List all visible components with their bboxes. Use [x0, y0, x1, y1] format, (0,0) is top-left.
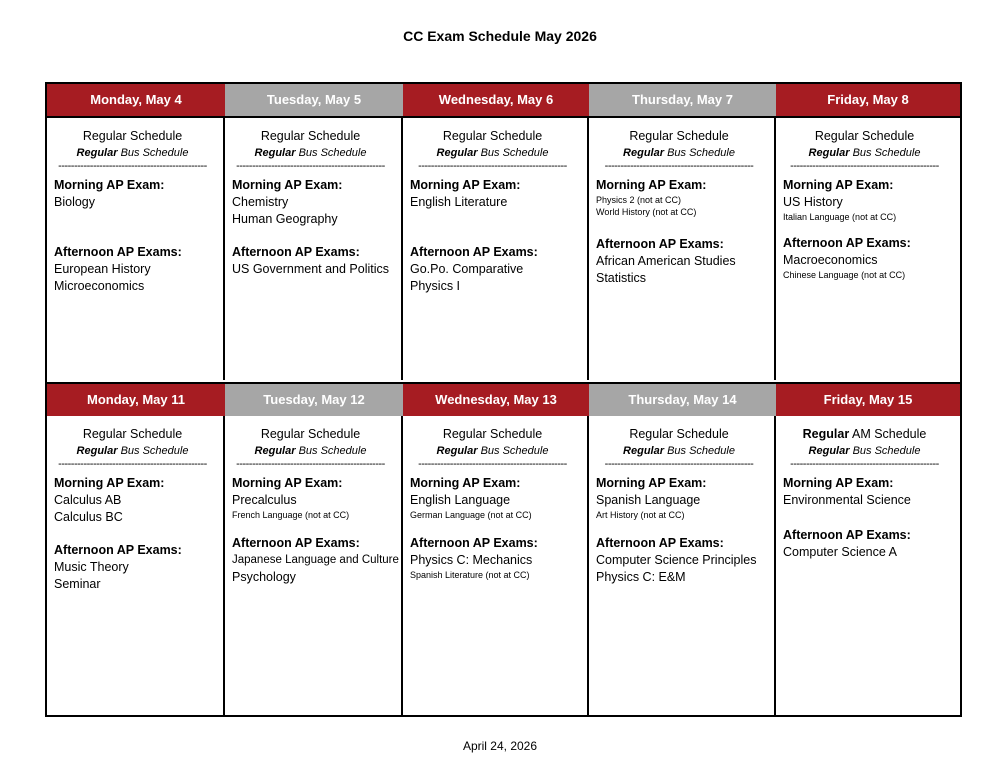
bus-schedule: Regular Bus Schedule — [254, 147, 367, 159]
exam-computer-science-a: Computer Science A — [783, 545, 897, 559]
day-header-thu-may-7: Thursday, May 7 — [589, 84, 776, 116]
day-header-fri-may-15: Friday, May 15 — [776, 384, 960, 416]
exam-spanish-literature-not-at-cc: Spanish Literature (not at CC) — [410, 570, 530, 580]
afternoon-label: Afternoon AP Exams: — [232, 536, 360, 550]
morning-label: Morning AP Exam: — [410, 178, 521, 192]
exam-seminar: Seminar — [54, 577, 101, 591]
morning-label: Morning AP Exam: — [410, 476, 521, 490]
bus-schedule: Regular Bus Schedule — [76, 445, 189, 457]
day-cell-fri-may-8 — [776, 118, 960, 380]
morning-label: Morning AP Exam: — [596, 476, 707, 490]
exam-english-literature: English Literature — [410, 195, 508, 209]
schedule-type: Regular Schedule — [260, 427, 361, 441]
exam-art-history-not-at-cc: Art History (not at CC) — [596, 510, 685, 520]
schedule-type: Regular Schedule — [82, 427, 183, 441]
day-header-thu-may-14: Thursday, May 14 — [589, 384, 776, 416]
dashed-separator: ----------------------------------------------- — [604, 162, 754, 171]
dashed-separator: ----------------------------------------------- — [790, 162, 939, 171]
morning-label: Morning AP Exam: — [232, 178, 343, 192]
exam-german-language-not-at-cc: German Language (not at CC) — [410, 510, 532, 520]
exam-physics-2-not-at-cc: Physics 2 (not at CC) — [596, 195, 682, 205]
day-header-mon-may-4: Monday, May 4 — [47, 84, 225, 116]
dashed-separator: ----------------------------------------------- — [604, 460, 754, 469]
day-cell-mon-may-11 — [47, 416, 225, 715]
day-cell-fri-may-15 — [776, 416, 960, 715]
exam-music-theory: Music Theory — [54, 560, 129, 574]
dashed-separator: ----------------------------------------------- — [418, 460, 567, 469]
dashed-separator: ----------------------------------------------- — [418, 162, 567, 171]
afternoon-label: Afternoon AP Exams: — [410, 536, 538, 550]
afternoon-label: Afternoon AP Exams: — [596, 536, 724, 550]
exam-calculus-bc: Calculus BC — [54, 510, 123, 524]
exam-computer-science-principles: Computer Science Principles — [596, 553, 757, 567]
exam-physics-1: Physics I — [410, 279, 461, 293]
column-divider — [587, 416, 589, 715]
exam-physics-c-em: Physics C: E&M — [596, 570, 686, 584]
schedule-type: Regular Schedule — [629, 427, 729, 441]
schedule-type: Regular Schedule — [814, 129, 915, 143]
morning-label: Morning AP Exam: — [783, 178, 894, 192]
exam-calculus-ab: Calculus AB — [54, 493, 122, 507]
exam-physics-c-mechanics: Physics C: Mechanics — [410, 553, 533, 567]
exam-spanish-language: Spanish Language — [596, 493, 701, 507]
afternoon-label: Afternoon AP Exams: — [54, 245, 182, 259]
column-divider — [774, 416, 776, 715]
bus-schedule: Regular Bus Schedule — [623, 445, 735, 457]
bus-schedule: Regular Bus Schedule — [436, 147, 549, 159]
column-divider — [587, 118, 589, 380]
dashed-separator: ----------------------------------------------- — [236, 162, 385, 171]
exam-english-language: English Language — [410, 493, 511, 507]
column-divider — [774, 118, 776, 380]
exam-chemistry: Chemistry — [232, 195, 289, 209]
exam-psychology: Psychology — [232, 570, 296, 584]
exam-statistics: Statistics — [596, 271, 647, 285]
morning-label: Morning AP Exam: — [54, 476, 165, 490]
bus-schedule: Regular Bus Schedule — [254, 445, 367, 457]
day-cell-wed-may-6 — [403, 118, 589, 380]
exam-italian-language-not-at-cc: Italian Language (not at CC) — [783, 212, 897, 222]
afternoon-label: Afternoon AP Exams: — [783, 528, 911, 542]
schedule-type: Regular Schedule — [260, 129, 361, 143]
dashed-separator: ----------------------------------------------- — [58, 162, 207, 171]
exam-african-american-studies: African American Studies — [596, 254, 736, 268]
bus-schedule: Regular Bus Schedule — [76, 147, 189, 159]
exam-precalculus: Precalculus — [232, 493, 297, 507]
morning-label: Morning AP Exam: — [783, 476, 894, 490]
afternoon-label: Afternoon AP Exams: — [232, 245, 360, 259]
page-title: CC Exam Schedule May 2026 — [403, 28, 597, 44]
schedule-type: Regular AM Schedule — [802, 427, 927, 441]
exam-chinese-language-not-at-cc: Chinese Language (not at CC) — [783, 270, 906, 280]
column-divider — [401, 416, 403, 715]
bus-schedule: Regular Bus Schedule — [623, 147, 735, 159]
exam-us-government: US Government and Politics — [232, 262, 390, 276]
exam-gopo-comparative: Go.Po. Comparative — [410, 262, 524, 276]
morning-label: Morning AP Exam: — [232, 476, 343, 490]
schedule-type: Regular Schedule — [442, 129, 543, 143]
column-divider — [223, 416, 225, 715]
day-cell-tue-may-12 — [225, 416, 403, 715]
column-divider — [401, 118, 403, 380]
afternoon-label: Afternoon AP Exams: — [783, 236, 911, 250]
morning-label: Morning AP Exam: — [596, 178, 707, 192]
day-cell-thu-may-7 — [589, 118, 776, 380]
day-header-mon-may-11: Monday, May 11 — [47, 384, 225, 416]
day-cell-mon-may-4 — [47, 118, 225, 380]
day-header-tue-may-12: Tuesday, May 12 — [225, 384, 403, 416]
week-2-header-row — [47, 382, 960, 416]
morning-label: Morning AP Exam: — [54, 178, 165, 192]
exam-human-geography: Human Geography — [232, 212, 338, 226]
week-2 — [47, 382, 960, 715]
afternoon-label: Afternoon AP Exams: — [54, 543, 182, 557]
exam-biology: Biology — [54, 195, 95, 209]
exam-world-history-not-at-cc: World History (not at CC) — [596, 207, 697, 217]
dashed-separator: ----------------------------------------------- — [790, 460, 939, 469]
schedule-type: Regular Schedule — [442, 427, 543, 441]
day-header-wed-may-6: Wednesday, May 6 — [403, 84, 589, 116]
dashed-separator: ----------------------------------------------- — [236, 460, 385, 469]
bus-schedule: Regular Bus Schedule — [436, 445, 549, 457]
exam-european-history: European History — [54, 262, 151, 276]
afternoon-label: Afternoon AP Exams: — [596, 237, 724, 251]
day-header-tue-may-5: Tuesday, May 5 — [225, 84, 403, 116]
exam-french-language-not-at-cc: French Language (not at CC) — [232, 510, 350, 520]
dashed-separator: ----------------------------------------------- — [58, 460, 207, 469]
afternoon-label: Afternoon AP Exams: — [410, 245, 538, 259]
day-header-wed-may-13: Wednesday, May 13 — [403, 384, 589, 416]
exam-us-history: US History — [783, 195, 843, 209]
exam-microeconomics: Microeconomics — [54, 279, 145, 293]
day-cell-tue-may-5 — [225, 118, 403, 380]
week-1-header-row — [47, 84, 960, 118]
week-1 — [47, 84, 960, 380]
bus-schedule: Regular Bus Schedule — [808, 445, 921, 457]
day-cell-wed-may-13 — [403, 416, 589, 715]
footer-date: April 24, 2026 — [462, 739, 538, 753]
day-header-fri-may-8: Friday, May 8 — [776, 84, 960, 116]
exam-japanese-language: Japanese Language and Culture — [232, 554, 399, 566]
schedule-type: Regular Schedule — [629, 129, 729, 143]
exam-macroeconomics: Macroeconomics — [783, 253, 878, 267]
bus-schedule: Regular Bus Schedule — [808, 147, 921, 159]
schedule-type: Regular Schedule — [82, 129, 183, 143]
exam-environmental-science: Environmental Science — [783, 493, 911, 507]
column-divider — [223, 118, 225, 380]
schedule-grid — [45, 82, 962, 717]
day-cell-thu-may-14 — [589, 416, 776, 715]
